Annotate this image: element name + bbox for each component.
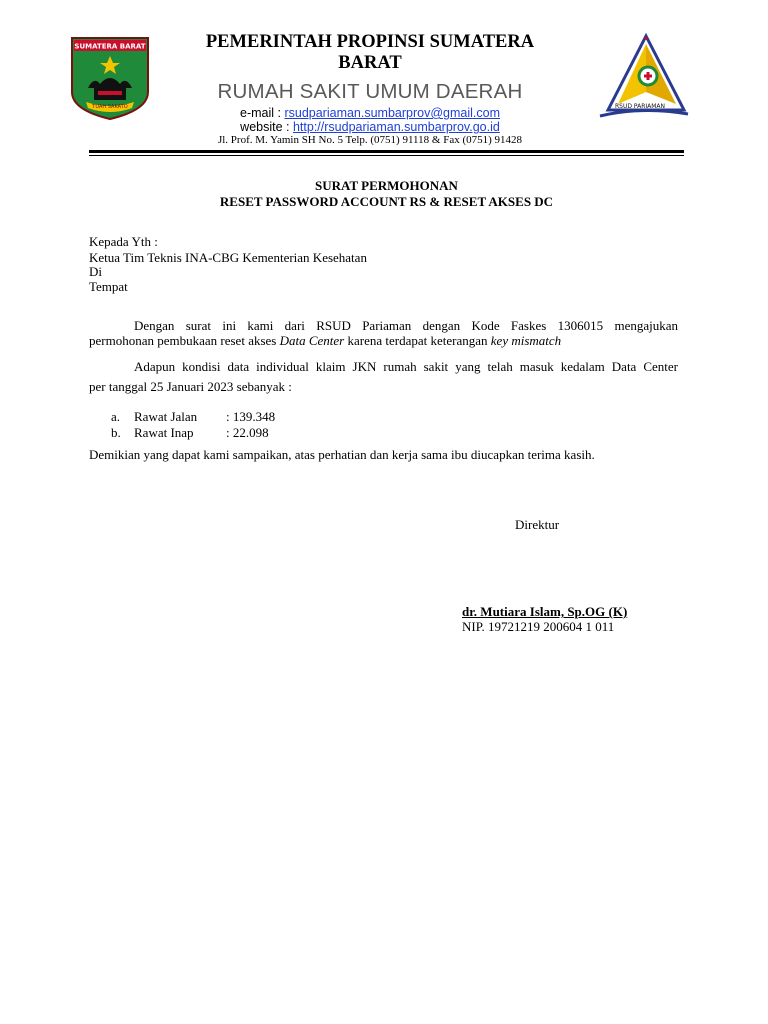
- list-item-value: : 139.348: [226, 409, 276, 424]
- list-item-marker: b.: [111, 425, 121, 440]
- list-item-label: Rawat Inap: [134, 425, 194, 440]
- hospital-name: RUMAH SAKIT UMUM DAERAH: [217, 80, 523, 103]
- paragraph1-line2: [89, 333, 561, 348]
- subject-line2: RESET PASSWORD ACCOUNT RS & RESET AKSES DC: [219, 194, 554, 209]
- p1-italic-data-center: Data Center: [279, 333, 345, 348]
- p1-text-a: permohonan pembukaan reset akses: [89, 333, 280, 348]
- government-title-line2: BARAT: [338, 53, 402, 73]
- hospital-logo-text: RSUD PARIAMAN: [614, 103, 666, 110]
- signature-nip: NIP. 19721219 200604 1 011: [462, 619, 615, 634]
- recipient-place: Tempat: [89, 279, 128, 294]
- closing-sentence: Demikian yang dapat kami sampaikan, atas perhatian dan kerja sama ibu diucapkan terima kasih.: [89, 447, 595, 462]
- p1-text-b: karena terdapat keterangan: [344, 333, 491, 348]
- list-item-value: : 22.098: [226, 425, 269, 440]
- list-item-marker: a.: [111, 409, 121, 424]
- hospital-logo: [588, 32, 692, 124]
- province-emblem-logo: [70, 36, 150, 120]
- paragraph1-line1: Dengan surat ini kami dari RSUD Pariaman dengan Kode Faskes 1306015 mengajukan: [134, 318, 678, 333]
- subject-line1: SURAT PERMOHONAN: [315, 178, 458, 193]
- signature-name: dr. Mutiara Islam, Sp.OG (K): [462, 604, 628, 619]
- header-rule-thin: [89, 155, 684, 156]
- emblem-motto-text: TUAH SAKATO: [92, 104, 128, 110]
- header-rule-thick: [89, 150, 684, 153]
- email-label: e-mail :: [240, 106, 285, 120]
- email-line: [150, 106, 590, 121]
- recipient-di: Di: [89, 264, 102, 279]
- government-title: [160, 32, 580, 74]
- signature-position: Direktur: [515, 517, 560, 532]
- emblem-banner-text: SUMATERA BARAT: [74, 42, 146, 51]
- paragraph2-line2: per tanggal 25 Januari 2023 sebanyak :: [89, 379, 292, 394]
- paragraph2-line1: Adapun kondisi data individual klaim JKN rumah sakit yang telah masuk kedalam Data Center: [134, 359, 678, 374]
- list-item-label: Rawat Jalan: [134, 409, 198, 424]
- email-link[interactable]: rsudpariaman.sumbarprov@gmail.com: [284, 106, 500, 120]
- address-line: Jl. Prof. M. Yamin SH No. 5 Telp. (0751) 91118 & Fax (0751) 91428: [217, 134, 523, 146]
- p1-italic-key-mismatch: key mismatch: [490, 333, 562, 348]
- website-label: website :: [240, 120, 293, 134]
- government-title-line1: PEMERINTAH PROPINSI SUMATERA: [205, 32, 535, 52]
- recipient-salutation: Kepada Yth :: [89, 234, 158, 249]
- website-line: [150, 120, 590, 135]
- website-link[interactable]: http://rsudpariaman.sumbarprov.go.id: [292, 120, 500, 134]
- recipient-name: Ketua Tim Teknis INA-CBG Kementerian Kesehatan: [89, 250, 367, 265]
